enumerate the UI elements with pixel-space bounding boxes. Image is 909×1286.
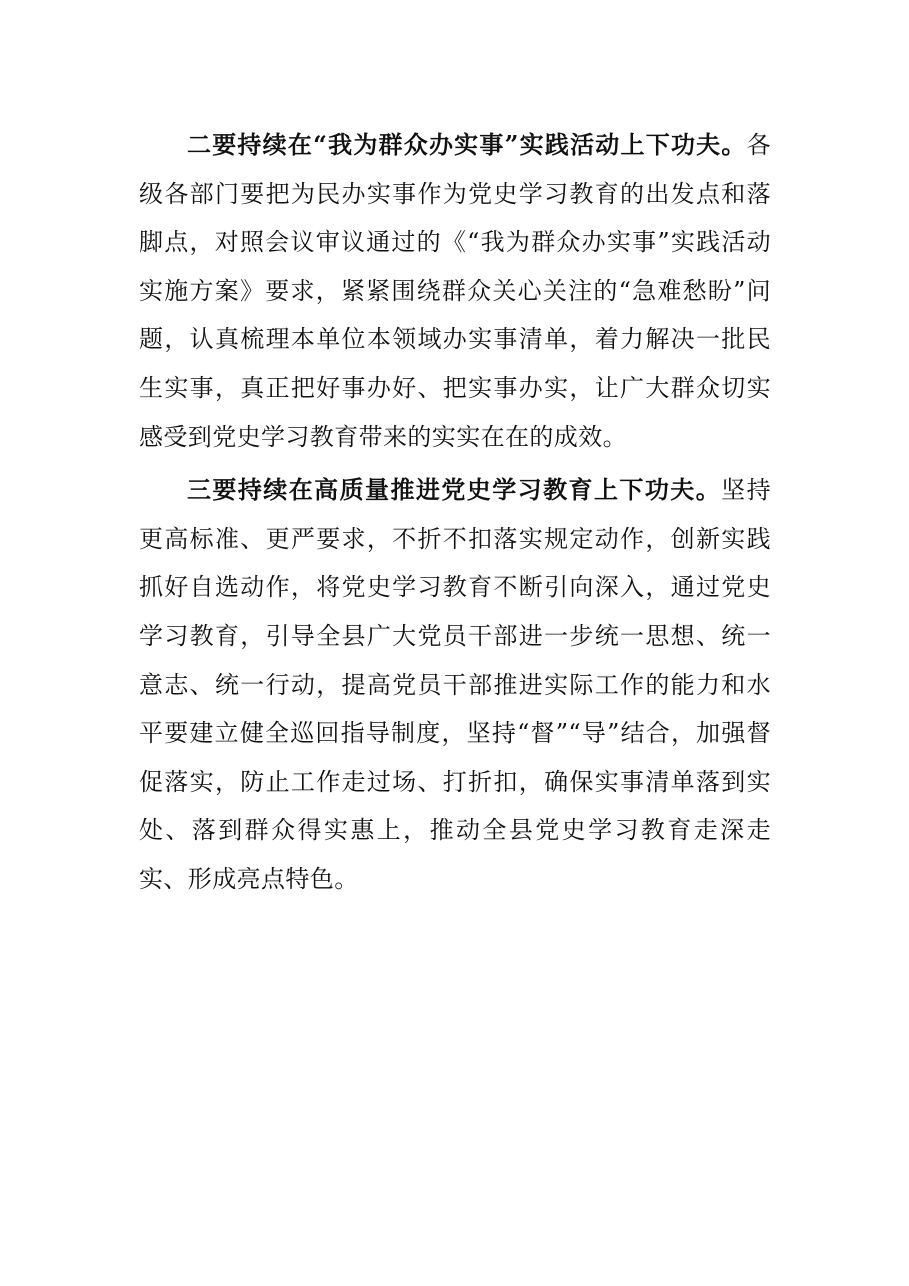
paragraph-3-text: 坚持更高标准、更严要求，不折不扣落实规定动作，创新实践抓好自选动作，将党史学习教育不断引向深入，通过党史学习教育，引导全县广大党员干部进一步统一思想、统一意志、统一行动，提高党员干部推进实际工作的能力和水平要建立健全巡回指导制度，坚持“督”“导”结合，加强督促落实，防止工作走过场、打折扣，确保实事清单落到实处、落到群众得实惠上，推动全县党史学习教育走深走实、形成亮点特色。 [139, 476, 771, 893]
paragraph-2-heading: 二要持续在“我为群众办实事”实践活动上下功夫。 [187, 130, 747, 159]
paragraph-3 [139, 466, 771, 903]
document-body [139, 121, 771, 904]
paragraph-2 [139, 121, 771, 461]
paragraph-2-text: 各级各部门要把为民办实事作为党史学习教育的出发点和落脚点，对照会议审议通过的《“我为群众办实事”实践活动实施方案》要求，紧紧围绕群众关心关注的“急难愁盼”问题，认真梳理本单位本领域办实事清单，着力解决一批民生实事，真正把好事办好、把实事办实，让广大群众切实感受到党史学习教育带来的实实在在的成效。 [139, 131, 771, 451]
paragraph-3-heading: 三要持续在高质量推进党史学习教育上下功夫。 [187, 475, 722, 505]
